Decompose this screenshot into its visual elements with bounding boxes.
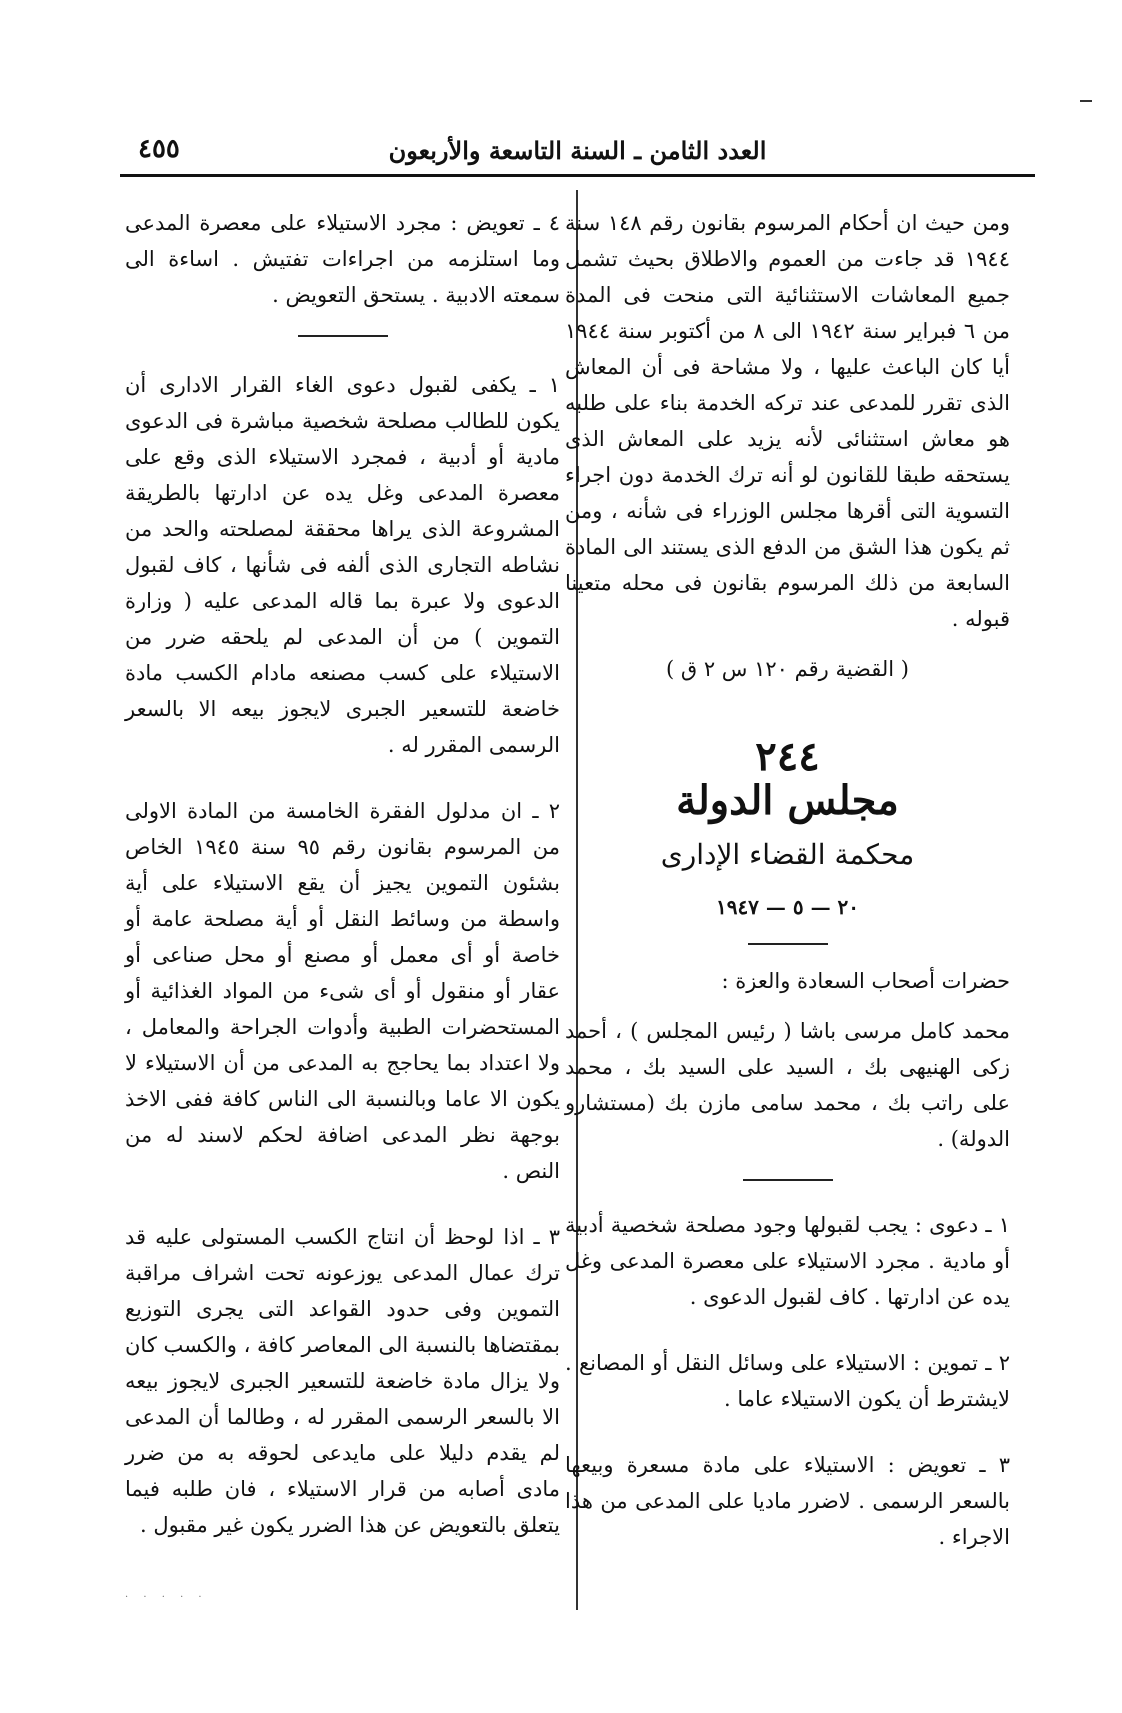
headnote-3: ٣ ـ تعويض : الاستيلاء على مادة مسعرة وبيعها بالسعر الرسمى . لاضرر ماديا على المدعى من هذا الاجراء .	[565, 1453, 1010, 1549]
section-rule	[298, 335, 388, 337]
principle-3: ٣ ـ اذا لوحظ أن انتاج الكسب المستولى عليه قد ترك عمال المدعى يوزعونه تحت اشراف مراقبة التموين وفى حدود القواعد التى يجرى التوزيع بمقتضاها بالنسبة الى المعاصر كافة ، والكسب كان ولا يزال مادة خاضعة للتسعير الجبرى لايجوز بيعه الا بالسعر الرسمى المقرر له ، وطالما أن المدعى لم يقدم دليلا على مايدعى لحوقه به من ضرر مادى أصابه من قرار الاستيلاء ، فان طلبه فيما يتعلق بالتعويض عن هذا الضرر يكون غير مقبول .	[125, 1225, 560, 1537]
ruling-date: ٢٠ — ٥ — ١٩٤٧	[715, 895, 860, 919]
headnote-1: ١ ـ دعوى : يجب لقبولها وجود مصلحة شخصية أدبية أو مادية . مجرد الاستيلاء على معصرة المدعى وغل يده عن ادارتها . كاف لقبول الدعوى .	[565, 1213, 1010, 1309]
right-column	[565, 205, 1010, 1569]
left-column	[125, 205, 560, 1557]
scan-mark	[1080, 100, 1092, 102]
section-rule	[743, 1179, 833, 1181]
judges-heading: حضرات أصحاب السعادة والعزة :	[721, 969, 1010, 993]
issue-title: العدد الثامن ـ السنة التاسعة والأربعون	[388, 136, 767, 165]
heading-rule	[748, 943, 828, 945]
principle-2: ٢ ـ ان مدلول الفقرة الخامسة من المادة الاولى من المرسوم بقانون رقم ٩٥ سنة ١٩٤٥ الخاص بشئون التموين يجيز أن يقع الاستيلاء على أية واسطة من وسائط النقل أو أية مصلحة عامة أو خاصة أو أى معمل أو مصنع أو محل صناعى أو عقار أو منقول أو أى شىء من المواد الغذائية أو المستحضرات الطبية وأدوات الجراحة والمعامل ، ولا اعتداد بما يحاجج به المدعى من أن الاستيلاء لا يكون الا عاما وبالنسبة الى الناس كافة ففى الاخذ بوجهة نظر المدعى اضافة لحكم لاسند له من النص .	[125, 799, 560, 1183]
headnote-4: ٤ ـ تعويض : مجرد الاستيلاء على معصرة المدعى وما استلزمه من اجراءات تفتيش . اساءة الى سمعته الادبية . يستحق التعويض .	[125, 211, 560, 307]
ruling-heading	[565, 733, 1010, 945]
scan-speckle: · · · · ·	[125, 1592, 208, 1603]
court-name: مجلس الدولة	[676, 777, 899, 824]
headnote-2: ٢ ـ تموين : الاستيلاء على وسائل النقل أو المصانع . لايشترط أن يكون الاستيلاء عاما .	[565, 1351, 1010, 1411]
court-chamber: محكمة القضاء الإدارى	[660, 838, 915, 871]
judges-list: محمد كامل مرسى باشا ( رئيس المجلس ) ، أحمد زكى الهنيهى بك ، السيد على السيد بك ، محمد على راتب بك ، محمد سامى مازن بك (مستشارو الدولة) .	[565, 1019, 1010, 1151]
case-reference: ( القضية رقم ١٢٠ س ٢ ق )	[665, 657, 909, 681]
principle-1: ١ ـ يكفى لقبول دعوى الغاء القرار الادارى أن يكون للطالب مصلحة شخصية مباشرة فى الدعوى مادية أو أدبية ، فمجرد الاستيلاء الذى وقع على معصرة المدعى وغل يده عن ادارتها بالطريقة المشروعة الذى يراها محققة لمصلحته والحد من نشاطه التجارى الذى ألفه فى شأنها ، كاف لقبول الدعوى ولا عبرة بما قاله المدعى عليه ( وزارة التموين ) من أن المدعى لم يلحقه ضرر من الاستيلاء على كسب مصنعه مادام الكسب مادة خاضعة للتسعير الجبرى لايجوز بيعه الا بالسعر الرسمى المقرر له .	[125, 373, 560, 757]
page-number: ٤٥٥	[138, 134, 180, 164]
opening-paragraph: ومن حيث ان أحكام المرسوم بقانون رقم ١٤٨ سنة ١٩٤٤ قد جاءت من العموم والاطلاق بحيث تشمل جميع المعاشات الاستثنائية التى منحت فى المدة من ٦ فبراير سنة ١٩٤٢ الى ٨ من أكتوبر سنة ١٩٤٤ أيا كان الباعث عليها ، ولا مشاحة فى أن المعاش الذى تقرر للمدعى عند تركه الخدمة بناء على طلبه هو معاش استثنائى لأنه يزيد على المعاش الذى يستحقه طبقا للقانون لو أنه ترك الخدمة دون اجراء التسوية التى أقرها مجلس الوزراء فى شأنه ، ومن ثم يكون هذا الشق من الدفع الذى يستند الى المادة السابعة من ذلك المرسوم بقانون فى محله متعينا قبوله .	[565, 211, 1010, 631]
ruling-number: ٢٤٤	[755, 733, 820, 780]
page-header	[120, 132, 1035, 177]
